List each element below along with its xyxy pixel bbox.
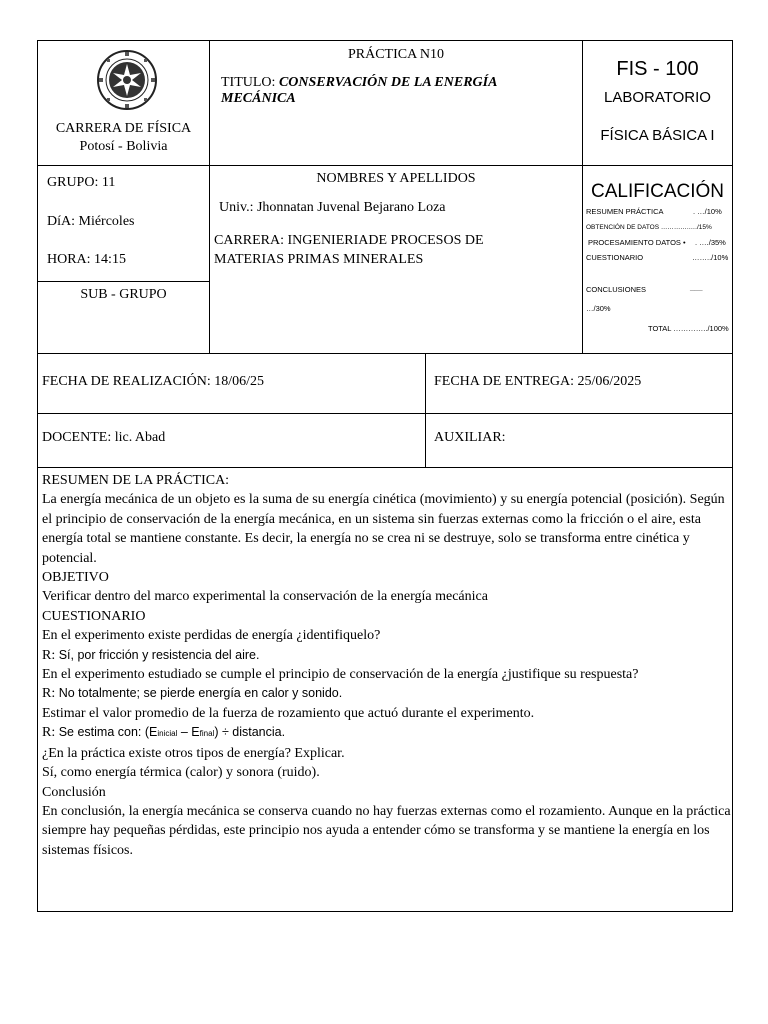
hour-label: HORA: 14:15	[47, 252, 126, 267]
title-value: CONSERVACIÓN DE LA ENERGÍA MECÁNICA	[221, 75, 497, 106]
question-1: En el experimento existe perdidas de energía ¿identifiquelo?	[42, 628, 381, 644]
answer-prefix: R:	[42, 725, 56, 741]
answer-text: No totalmente; se pierde energía en calor y sonido.	[55, 686, 343, 701]
summary-heading: RESUMEN DE LA PRÁCTICA:	[42, 473, 230, 488]
summary-text: La energía mecánica de un objeto es la suma de su energía cinética (movimiento) y su energía potencial (posición). Según el principio de conservación de la energía mecánica, en un sistema sin fuerzas externas como la fricción o el aire, esta energía total se mantiene constante. Es decir, la energía no se crea ni se destruye, solo se transforma entre cinética y potencial.	[42, 492, 725, 566]
divider	[38, 165, 732, 166]
practice-number: PRÁCTICA N10	[347, 47, 445, 62]
grade-processing-value: . …./35%	[695, 238, 726, 247]
grade-questionnaire-value: ……../10%	[692, 253, 729, 262]
grade-conclusions-blank: ___	[690, 283, 703, 292]
question-2: En el experimento estudiado se cumple el principio de conservación de la energía ¿justifique su respuesta?	[42, 667, 639, 683]
answer-prefix: R:	[42, 647, 56, 663]
grade-questionnaire-label: CUESTIONARIO	[586, 253, 644, 262]
answer-prefix: R:	[42, 686, 56, 702]
objective-heading: OBJETIVO	[42, 570, 109, 586]
student-name: Univ.: Jhonnatan Juvenal Bejarano Loza	[219, 200, 446, 215]
conclusion-text: En conclusión, la energía mecánica se conserva cuando no hay fuerzas externas como el rozamiento. Aunque en la práctica siempre hay pequeñas pérdidas, este principio nos ayuda a entender cómo se transforma y se mantiene la energía en los sistemas físicos.	[42, 803, 731, 858]
divider	[425, 353, 426, 467]
subject-label: FÍSICA BÁSICA I	[600, 127, 715, 144]
grade-summary-label: RESUMEN PRÁCTICA	[586, 207, 664, 216]
lab-label: LABORATORIO	[604, 89, 711, 106]
city-label: Potosí - Bolivia	[79, 139, 168, 154]
question-4: ¿En la práctica existe otros tipos de energía? Explicar.	[42, 745, 345, 761]
teacher-label: DOCENTE: lic. Abad	[42, 430, 166, 445]
divider	[38, 281, 209, 282]
grade-data-collection: OBTENCIÓN DE DATOS ………….…./15%	[586, 224, 712, 231]
divider	[38, 413, 732, 414]
answer-4: Sí, como energía térmica (calor) y sonora (ruido).	[42, 765, 320, 781]
divider	[209, 41, 210, 353]
formula-start: Se estima con: (E	[55, 725, 158, 740]
formula-mid: – E	[177, 725, 200, 740]
grade-total: TOTAL …………../100%	[648, 324, 729, 333]
delivery-date: FECHA DE ENTREGA: 25/06/2025	[434, 374, 642, 389]
questionnaire-heading: CUESTIONARIO	[42, 608, 146, 624]
day-label: DíA: Miércoles	[47, 214, 135, 229]
grade-conclusions-label: CONCLUSIONES	[586, 285, 647, 294]
assistant-label: AUXILIAR:	[434, 430, 506, 445]
formula-end: ) ÷ distancia.	[214, 725, 286, 740]
names-title: NOMBRES Y APELLIDOS	[316, 171, 476, 186]
course-code: FIS - 100	[616, 58, 699, 80]
answer-2	[42, 684, 732, 703]
group-label: GRUPO: 11	[47, 175, 116, 190]
answer-1	[42, 646, 732, 665]
report-body	[42, 471, 732, 860]
formula-sub-final: final	[199, 729, 215, 739]
title-label: TITULO:	[221, 75, 276, 90]
conclusion-heading: Conclusión	[42, 784, 106, 800]
grade-processing-label: PROCESAMIENTO DATOS •	[588, 238, 686, 247]
grading-title: CALIFICACIÓN	[590, 181, 725, 202]
answer-text: Sí, por fricción y resistencia del aire.	[55, 647, 260, 662]
subgroup-label: SUB - GRUPO	[80, 287, 167, 302]
objective-text: Verificar dentro del marco experimental la conservación de la energía mecánica	[42, 589, 488, 605]
realization-date: FECHA DE REALIZACIÓN: 18/06/25	[42, 374, 265, 389]
career-label: CARRERA DE FÍSICA	[55, 121, 192, 136]
answer-3	[42, 723, 732, 743]
university-logo	[96, 49, 158, 111]
divider	[38, 353, 732, 354]
divider	[38, 467, 732, 468]
lab-report-sheet	[37, 40, 733, 912]
student-career-line1: CARRERA: INGENIERIADE PROCESOS DE	[214, 233, 484, 248]
student-career-line2: MATERIAS PRIMAS MINERALES	[214, 252, 424, 267]
answer-text	[55, 725, 285, 739]
grade-summary-value: . …/10%	[693, 207, 722, 216]
grade-conclusions-value: …/30%	[586, 304, 611, 313]
question-3: Estimar el valor promedio de la fuerza de rozamiento que actuó durante el experimento.	[42, 705, 535, 721]
practice-title	[221, 75, 561, 107]
formula-sub-initial: inicial	[157, 729, 178, 739]
